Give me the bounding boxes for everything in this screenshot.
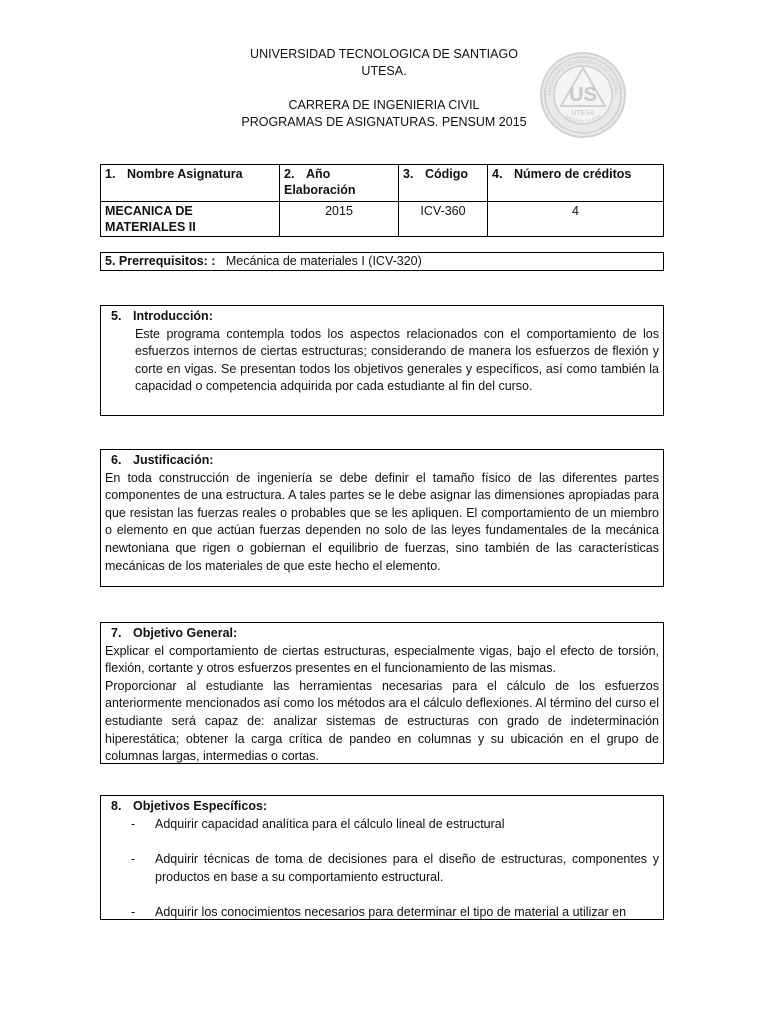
logo-initials: US <box>569 84 597 106</box>
prerequisites-value: Mecánica de materiales I (ICV-320) <box>225 254 422 268</box>
introduction-text: Este programa contempla todos los aspectos relacionados con el comportamiento de los esfuerzos internos de ciertas estructuras; considerando de manera los esfuerzos de flexión y corte en vigas. Se presentan todos los objetivos generales y específicos, así como también la capacidad o competencia adquirida por cada estudiante al fin del curso. <box>135 326 659 394</box>
table-header-row <box>101 165 664 202</box>
program-title: PROGRAMAS DE ASIGNATURAS. PENSUM 2015 <box>241 115 527 129</box>
logo-name: UTESA <box>571 110 595 117</box>
section-title: 5. Introducción: <box>111 309 213 323</box>
specific-objectives-list <box>105 816 659 920</box>
elaboration-year: 2015 <box>280 202 399 237</box>
prerequisites-label: 5. Prerrequisitos: : <box>105 254 216 268</box>
subject-code: ICV-360 <box>399 202 488 237</box>
university-acronym: UTESA. <box>361 64 407 78</box>
general-objective-text-1: Explicar el comportamiento de ciertas estructuras, especialmente vigas, bajo el efecto de torsión, flexión, cortante y otros esfuerzos presentes en el funcionamiento de las mismas. <box>105 643 659 676</box>
header-cell: 1. Nombre Asignatura <box>101 165 280 202</box>
header-cell: 3. Código <box>399 165 488 202</box>
subject-name: MECANICA DE MATERIALES II <box>101 202 280 237</box>
header-cell: 2. Año Elaboración <box>280 165 399 202</box>
credits: 4 <box>488 202 664 237</box>
general-objective-section <box>100 622 664 764</box>
section-title: 6. Justificación: <box>111 453 214 467</box>
specific-objectives-section <box>100 795 664 920</box>
utesa-seal-icon <box>542 54 624 136</box>
table-value-row <box>101 202 664 237</box>
logo-ring-text: NIVERSIDAD TECNOLOGICA DE SANTIAG <box>546 58 620 96</box>
introduction-section <box>100 305 664 416</box>
justification-text: En toda construcción de ingeniería se debe definir el tamaño físico de las diferentes partes componentes de una estructura. A tales partes se le debe asignar las dimensiones apropiadas para que resistan las fuerzas reales o probables que se les apliquen. El comportamiento de un miembro o elemento en que actúan fuerzas dependen no solo de las leyes fundamentales de la mecánica newtoniana que rigen o gobiernan el equilibrio de fuerzas, sino también de las características mecánicas de los materiales de que este hecho el elemento. <box>105 470 659 573</box>
list-item: - Adquirir los conocimientos necesarios para determinar el tipo de material a utilizar en <box>131 905 627 920</box>
logo-motto: SABER ET VIVERE <box>563 113 603 124</box>
list-item: - Adquirir técnicas de toma de decisiones para el diseño de estructuras, componentes y productos en base a su comportamiento estructural. <box>131 852 659 884</box>
list-item: - Adquirir capacidad analítica para el cálculo lineal de estructural <box>131 816 505 831</box>
header-cell: 4. Número de créditos <box>488 165 664 202</box>
section-title: 8. Objetivos Específicos: <box>111 799 268 813</box>
subject-info-table <box>100 164 664 237</box>
section-title: 7. Objetivo General: <box>111 626 238 640</box>
career-name: CARRERA DE INGENIERIA CIVIL <box>288 98 480 112</box>
justification-section <box>100 449 664 587</box>
prerequisites-box <box>100 252 664 271</box>
document-header <box>0 46 768 131</box>
university-name: UNIVERSIDAD TECNOLOGICA DE SANTIAGO <box>250 47 518 61</box>
general-objective-text-2: Proporcionar al estudiante las herramientas necesarias para el cálculo de los esfuerzos anteriormente mencionados así como los métodos ara el cálculo deflexiones. Al término del curso el estudiante será capaz de: analizar sistemas de estructuras con grado de indeterminación hiperestática; obtener la carga crítica de pandeo en columnas y su ubicación en el grupo de columnas largas, intermedias o cortas. <box>105 678 659 764</box>
university-logo <box>540 52 626 138</box>
